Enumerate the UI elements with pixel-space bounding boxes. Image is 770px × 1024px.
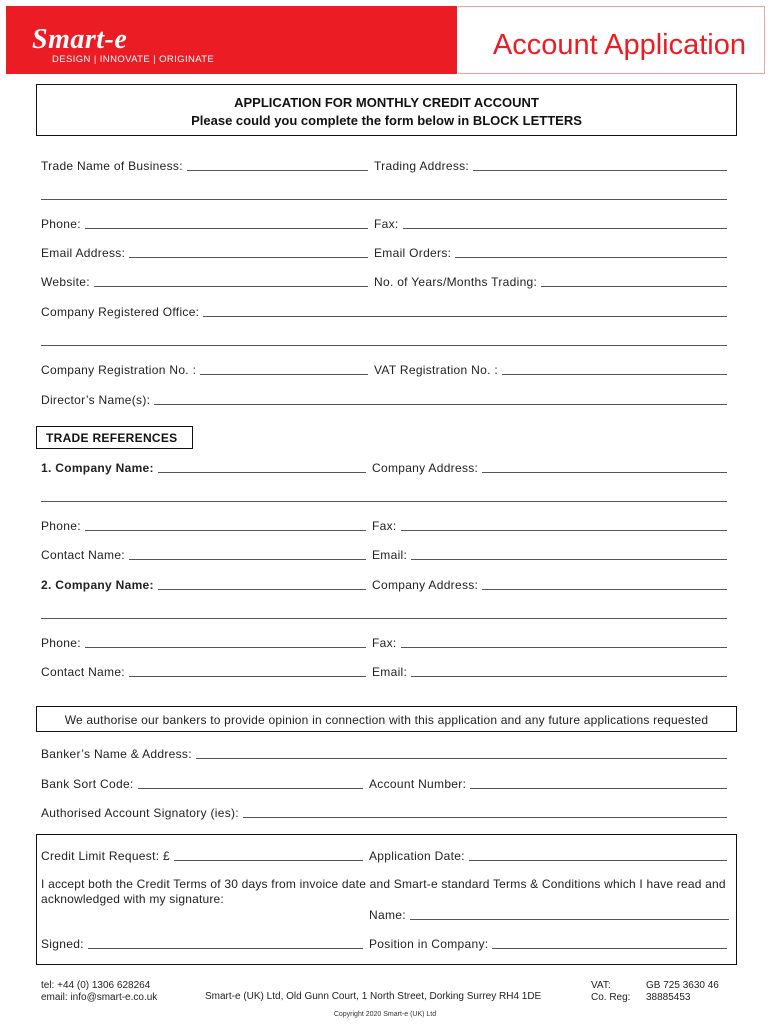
position-field[interactable] — [369, 937, 727, 951]
row-ref2-company — [41, 576, 727, 592]
registration-no-label: Company Registration No. : — [41, 363, 197, 377]
banker-name-line[interactable] — [196, 758, 727, 759]
trading-address-label: Trading Address: — [374, 159, 470, 173]
trading-address-line-2[interactable] — [41, 199, 727, 200]
footer-vat-value: GB 725 3630 46 — [646, 980, 719, 991]
fax-line[interactable] — [403, 228, 727, 229]
registered-office-label: Company Registered Office: — [41, 305, 200, 319]
registered-office-field[interactable] — [41, 305, 727, 319]
ref1-contact-name-label: Contact Name: — [41, 548, 125, 562]
signature-label: Signed: — [41, 937, 84, 951]
years-trading-label: No. of Years/Months Trading: — [374, 275, 538, 289]
ref2-phone-line[interactable] — [85, 647, 366, 648]
ref1-contact-name-line[interactable] — [129, 559, 366, 560]
ref2-contact-name-line[interactable] — [129, 676, 366, 677]
registration-no-field[interactable] — [41, 363, 368, 377]
footer-coreg-value: 38885453 — [646, 992, 691, 1003]
signature-field[interactable] — [41, 937, 363, 951]
application-date-field[interactable] — [369, 849, 727, 863]
row-registered-office-cont — [41, 332, 727, 348]
terms-acceptance-text: I accept both the Credit Terms of 30 days from invoice date and Smart-e standard Terms & Conditions which I have read and acknowledged with my signature: — [41, 877, 726, 906]
ref2-email-label: Email: — [372, 665, 408, 679]
website-field[interactable] — [41, 275, 368, 289]
row-trading-address-cont — [41, 186, 727, 202]
ref1-email-label: Email: — [372, 548, 408, 562]
ref2-company-name-field[interactable] — [41, 578, 366, 592]
trade-references-heading: TRADE REFERENCES — [36, 426, 193, 449]
ref2-phone-label: Phone: — [41, 636, 81, 650]
trade-name-field[interactable] — [41, 159, 368, 173]
ref2-email-line[interactable] — [411, 676, 727, 677]
application-date-line[interactable] — [469, 860, 727, 861]
ref1-email-field[interactable] — [372, 548, 727, 562]
account-number-line[interactable] — [470, 788, 727, 789]
ref2-company-address-line-2[interactable] — [41, 618, 727, 619]
trading-address-field[interactable] — [374, 159, 727, 173]
position-label: Position in Company: — [369, 937, 489, 951]
form-instructions: Please could you complete the form below in BLOCK LETTERS — [191, 113, 582, 128]
trade-name-line[interactable] — [187, 170, 368, 171]
ref1-fax-label: Fax: — [372, 519, 397, 533]
row-directors — [41, 391, 727, 407]
ref2-company-name-line[interactable] — [158, 589, 366, 590]
footer-coreg-label: Co. Reg: — [591, 992, 631, 1003]
form-title: APPLICATION FOR MONTHLY CREDIT ACCOUNT — [234, 95, 539, 110]
directors-line[interactable] — [154, 404, 727, 405]
phone-field[interactable] — [41, 217, 368, 231]
fax-field[interactable] — [374, 217, 727, 231]
years-trading-line[interactable] — [541, 286, 727, 287]
row-ref1-address-cont — [41, 488, 727, 504]
row-registered-office — [41, 303, 727, 319]
row-signed — [41, 935, 727, 951]
footer-address: Smart-e (UK) Ltd, Old Gunn Court, 1 North Street, Dorking Surrey RH4 1DE — [205, 991, 542, 1002]
application-date-label: Application Date: — [369, 849, 465, 863]
ref1-company-address-label: Company Address: — [372, 461, 479, 475]
signatories-line[interactable] — [243, 817, 727, 818]
row-email — [41, 244, 727, 260]
ref2-fax-label: Fax: — [372, 636, 397, 650]
form-title-box — [36, 84, 737, 136]
ref1-phone-line[interactable] — [85, 530, 366, 531]
company-logo: Smart-e — [32, 24, 128, 55]
directors-field[interactable] — [41, 393, 727, 407]
row-name — [369, 906, 729, 922]
vat-no-line[interactable] — [502, 374, 727, 375]
ref2-contact-name-field[interactable] — [41, 665, 366, 679]
ref2-phone-field[interactable] — [41, 636, 366, 650]
phone-label: Phone: — [41, 217, 81, 231]
signatories-field[interactable] — [41, 806, 727, 820]
footer-phone: tel: +44 (0) 1306 628264 — [41, 980, 151, 991]
ref1-company-address-line-2[interactable] — [41, 501, 727, 502]
account-number-label: Account Number: — [369, 777, 467, 791]
trade-name-label: Trade Name of Business: — [41, 159, 183, 173]
ref2-fax-line[interactable] — [401, 647, 727, 648]
row-signatories — [41, 804, 727, 820]
position-line[interactable] — [492, 948, 727, 949]
page-title: Account Application — [492, 29, 746, 61]
email-orders-line[interactable] — [455, 257, 727, 258]
sort-code-line[interactable] — [138, 788, 363, 789]
ref1-fax-field[interactable] — [372, 519, 727, 533]
ref1-email-line[interactable] — [411, 559, 727, 560]
ref1-phone-field[interactable] — [41, 519, 366, 533]
ref1-company-name-line[interactable] — [158, 472, 366, 473]
footer-registration-values — [646, 980, 719, 1004]
row-ref2-phone — [41, 634, 727, 650]
footer-registration-labels — [591, 980, 630, 1004]
website-line[interactable] — [94, 286, 368, 287]
banker-name-label: Banker’s Name & Address: — [41, 747, 192, 761]
bank-authorisation-box: We authorise our bankers to provide opinion in connection with this application and any future applications requested — [36, 706, 737, 732]
ref2-company-address-label: Company Address: — [372, 578, 479, 592]
account-number-field[interactable] — [369, 777, 727, 791]
phone-line[interactable] — [85, 228, 368, 229]
ref1-company-name-field[interactable] — [41, 461, 366, 475]
row-ref1-contact — [41, 546, 727, 562]
sort-code-field[interactable] — [41, 777, 363, 791]
row-ref2-address-cont — [41, 605, 727, 621]
trading-address-line[interactable] — [473, 170, 727, 171]
row-banker-name — [41, 745, 727, 761]
email-orders-label: Email Orders: — [374, 246, 452, 260]
email-address-label: Email Address: — [41, 246, 126, 260]
ref1-fax-line[interactable] — [401, 530, 727, 531]
directors-label: Director’s Name(s): — [41, 393, 151, 407]
email-orders-field[interactable] — [374, 246, 727, 260]
footer-email: email: info@smart-e.co.uk — [41, 992, 158, 1003]
ref2-company-address-field[interactable] — [372, 578, 727, 592]
row-website — [41, 273, 727, 289]
signatory-name-label: Name: — [369, 908, 406, 922]
email-address-line[interactable] — [129, 257, 368, 258]
footer-vat-label: VAT: — [591, 980, 611, 991]
ref2-contact-name-label: Contact Name: — [41, 665, 125, 679]
website-label: Website: — [41, 275, 90, 289]
header-title-panel — [458, 6, 765, 74]
header-banner — [6, 6, 457, 74]
ref2-company-name-label: 2. Company Name: — [41, 578, 154, 592]
row-credit-limit — [41, 847, 727, 863]
ref1-company-address-line[interactable] — [482, 472, 727, 473]
signatories-label: Authorised Account Signatory (ies): — [41, 806, 239, 820]
row-trade-name — [41, 157, 727, 173]
credit-limit-line[interactable] — [174, 860, 363, 861]
credit-limit-label: Credit Limit Request: £ — [41, 849, 170, 863]
banker-name-field[interactable] — [41, 747, 727, 761]
row-ref1-company — [41, 459, 727, 475]
logo-tagline: DESIGN | INNOVATE | ORIGINATE — [52, 54, 215, 65]
vat-no-field[interactable] — [374, 363, 727, 377]
ref1-company-name-label: 1. Company Name: — [41, 461, 154, 475]
row-ref2-contact — [41, 663, 727, 679]
ref2-fax-field[interactable] — [372, 636, 727, 650]
row-phone — [41, 215, 727, 231]
footer-contact — [41, 980, 157, 1004]
ref1-contact-name-field[interactable] — [41, 548, 366, 562]
vat-no-label: VAT Registration No. : — [374, 363, 498, 377]
registered-office-line[interactable] — [203, 316, 727, 317]
registration-no-line[interactable] — [200, 374, 368, 375]
fax-label: Fax: — [374, 217, 399, 231]
credit-limit-field[interactable] — [41, 849, 363, 863]
row-registration — [41, 361, 727, 377]
ref2-email-field[interactable] — [372, 665, 727, 679]
signatory-name-line[interactable] — [410, 919, 729, 920]
row-sort-code — [41, 775, 727, 791]
row-ref1-phone — [41, 517, 727, 533]
ref1-company-address-field[interactable] — [372, 461, 727, 475]
footer-copyright: Copyright 2020 Smart-e (UK) Ltd — [333, 1011, 437, 1018]
sort-code-label: Bank Sort Code: — [41, 777, 134, 791]
ref1-phone-label: Phone: — [41, 519, 81, 533]
years-trading-field[interactable] — [374, 275, 727, 289]
signature-line[interactable] — [88, 948, 363, 949]
ref2-company-address-line[interactable] — [482, 589, 727, 590]
email-address-field[interactable] — [41, 246, 368, 260]
registered-office-line-2[interactable] — [41, 345, 727, 346]
signatory-name-field[interactable] — [369, 908, 729, 922]
